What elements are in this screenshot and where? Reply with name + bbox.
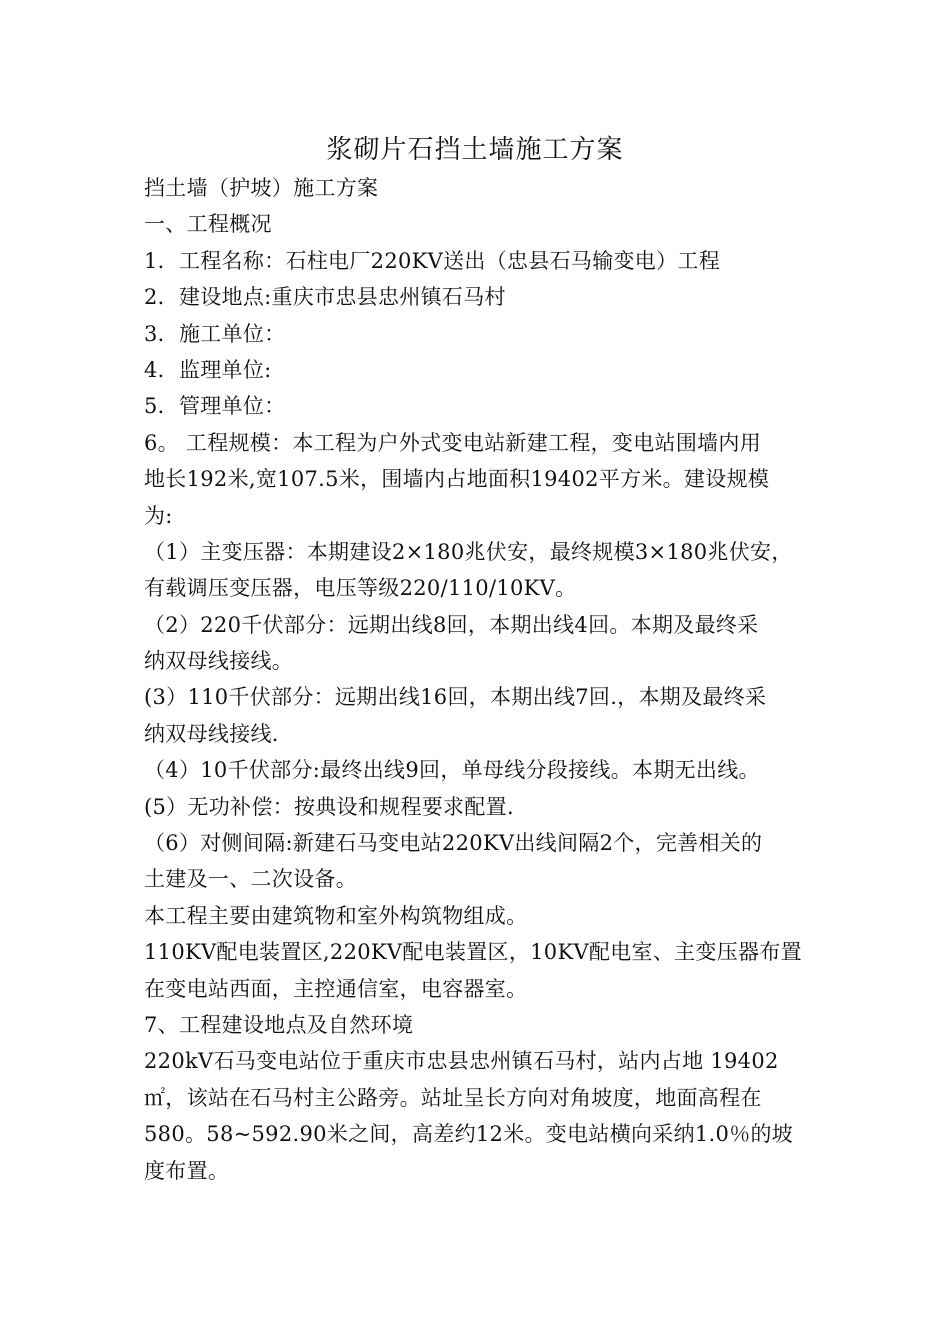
text-line: 1．工程名称：石柱电厂220KV送出（忠县石马输变电）工程 <box>144 248 720 273</box>
text-line: ㎡，该站在石马村主公路旁。站址呈长方向对角坡度，地面高程在 <box>144 1085 762 1110</box>
text-line: （6）对侧间隔:新建石马变电站220KV出线间隔2个，完善相关的 <box>144 831 763 856</box>
text-line: 地长192米,宽107.5米，围墙内占地面积19402平方米。建设规模 <box>144 467 770 492</box>
text-line: (3）110千伏部分：远期出线16回，本期出线7回.，本期及最终采 <box>144 685 767 710</box>
text-line: （2）220千伏部分：远期出线8回，本期出线4回。本期及最终采 <box>144 612 759 637</box>
text-line: 6。 工程规模：本工程为户外式变电站新建工程，变电站围墙内用 <box>144 430 762 455</box>
section-heading: 7、工程建设地点及自然环境 <box>144 1012 414 1037</box>
text-line: 4．监理单位: <box>144 357 272 382</box>
text-line: 在变电站西面，主控通信室，电容器室。 <box>144 976 528 1001</box>
text-line: (5）无功补偿：按典设和规程要求配置. <box>144 794 514 819</box>
text-line: 有载调压变压器，电压等级220/110/10KV。 <box>144 576 577 601</box>
text-line: 5．管理单位： <box>144 394 286 419</box>
document-title: 浆砌片石挡土墙施工方案 <box>326 135 624 165</box>
text-line: 580。58~592.90米之间，高差约12米。变电站横向采纳1.0％的坡 <box>144 1122 794 1147</box>
text-line: 为: <box>144 503 173 528</box>
text-line: 3．施工单位： <box>144 321 286 346</box>
text-line: 2．建设地点:重庆市忠县忠州镇石马村 <box>144 285 506 310</box>
text-line: （1）主变压器：本期建设2×180兆伏安，最终规模3×180兆伏安， <box>144 539 793 564</box>
text-line: （4）10千伏部分:最终出线9回，单母线分段接线。本期无出线。 <box>144 758 760 783</box>
document-body <box>144 170 816 1189</box>
text-line: 纳双母线接线. <box>144 721 279 746</box>
section-heading: 一、工程概况 <box>144 212 272 237</box>
text-line: 度布置。 <box>144 1158 230 1183</box>
text-line: 本工程主要由建筑物和室外构筑物组成。 <box>144 903 528 928</box>
text-line: 110KV配电装置区,220KV配电装置区，10KV配电室、主变压器布置 <box>144 940 802 965</box>
section-heading: 挡土墙（护坡）施工方案 <box>144 176 379 200</box>
text-line: 220kV石马变电站位于重庆市忠县忠州镇石马村，站内占地 19402 <box>144 1049 779 1074</box>
text-line: 纳双母线接线。 <box>144 649 294 674</box>
text-line: 土建及一、二次设备。 <box>144 867 357 892</box>
